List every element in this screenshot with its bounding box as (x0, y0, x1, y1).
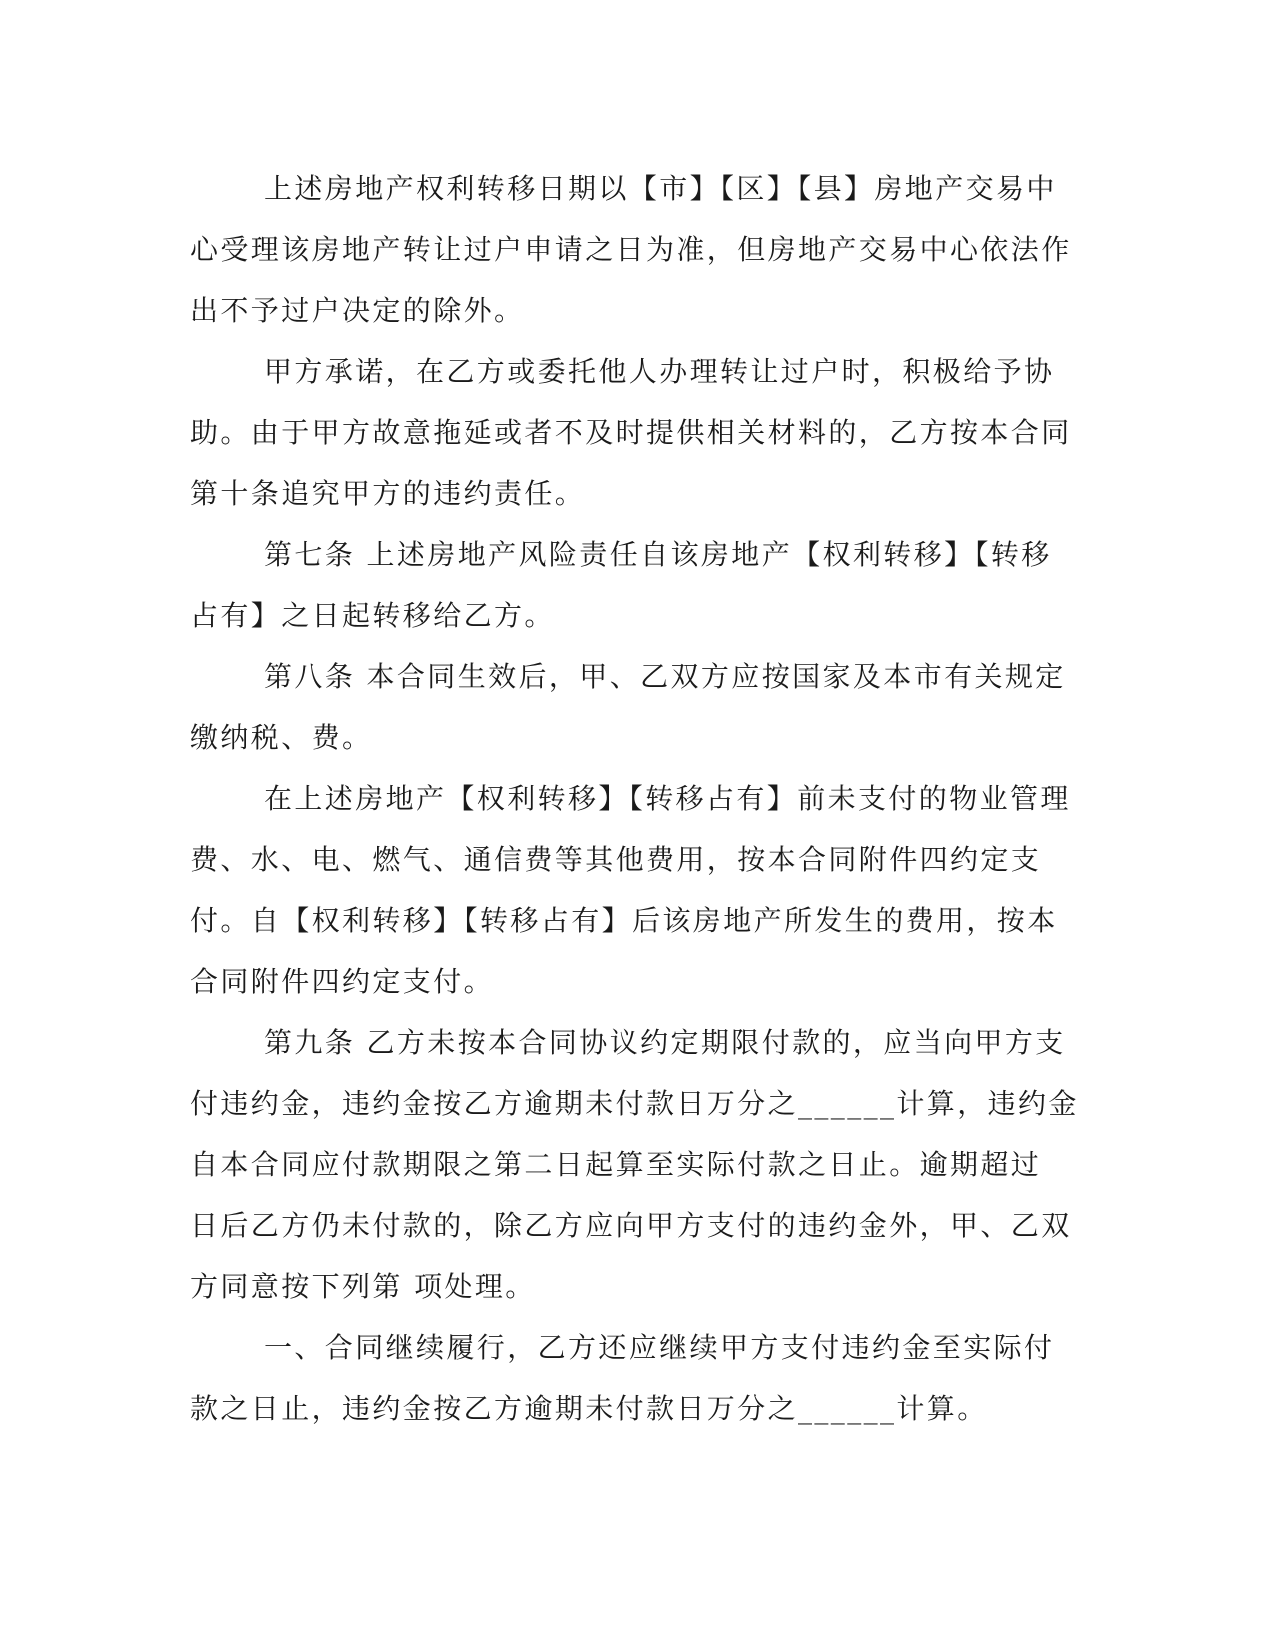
document-body (190, 158, 1080, 1439)
paragraph-option-1: 一、合同继续履行，乙方还应继续甲方支付违约金至实际付款之日止，违约金按乙方逾期未付款日万分之______计算。 (190, 1331, 1055, 1425)
paragraph-transfer-date: 上述房地产权利转移日期以【市】【区】【县】房地产交易中心受理该房地产转让过户申请之日为准，但房地产交易中心依法作出不予过户决定的除外。 (190, 172, 1072, 327)
paragraph-article-9: 第九条 乙方未按本合同协议约定期限付款的，应当向甲方支付违约金，违约金按乙方逾期未付款日万分之______计算，违约金自本合同应付款期限之第二日起算至实际付款之日止。逾期超过 日后乙方仍未付款的，除乙方应向甲方支付的违约金外，甲、乙双方同意按下列第 项处理。 (190, 1026, 1079, 1303)
paragraph-fees: 在上述房地产【权利转移】【转移占有】前未支付的物业管理费、水、电、燃气、通信费等其他费用，按本合同附件四约定支付。自【权利转移】【转移占有】后该房地产所发生的费用，按本合同附件四约定支付。 (190, 782, 1071, 998)
paragraph-article-7: 第七条 上述房地产风险责任自该房地产【权利转移】【转移占有】之日起转移给乙方。 (190, 538, 1052, 632)
paragraph-article-8: 第八条 本合同生效后，甲、乙双方应按国家及本市有关规定缴纳税、费。 (190, 660, 1066, 754)
paragraph-party-a-promise: 甲方承诺，在乙方或委托他人办理转让过户时，积极给予协助。由于甲方故意拖延或者不及时提供相关材料的，乙方按本合同第十条追究甲方的违约责任。 (190, 355, 1072, 510)
